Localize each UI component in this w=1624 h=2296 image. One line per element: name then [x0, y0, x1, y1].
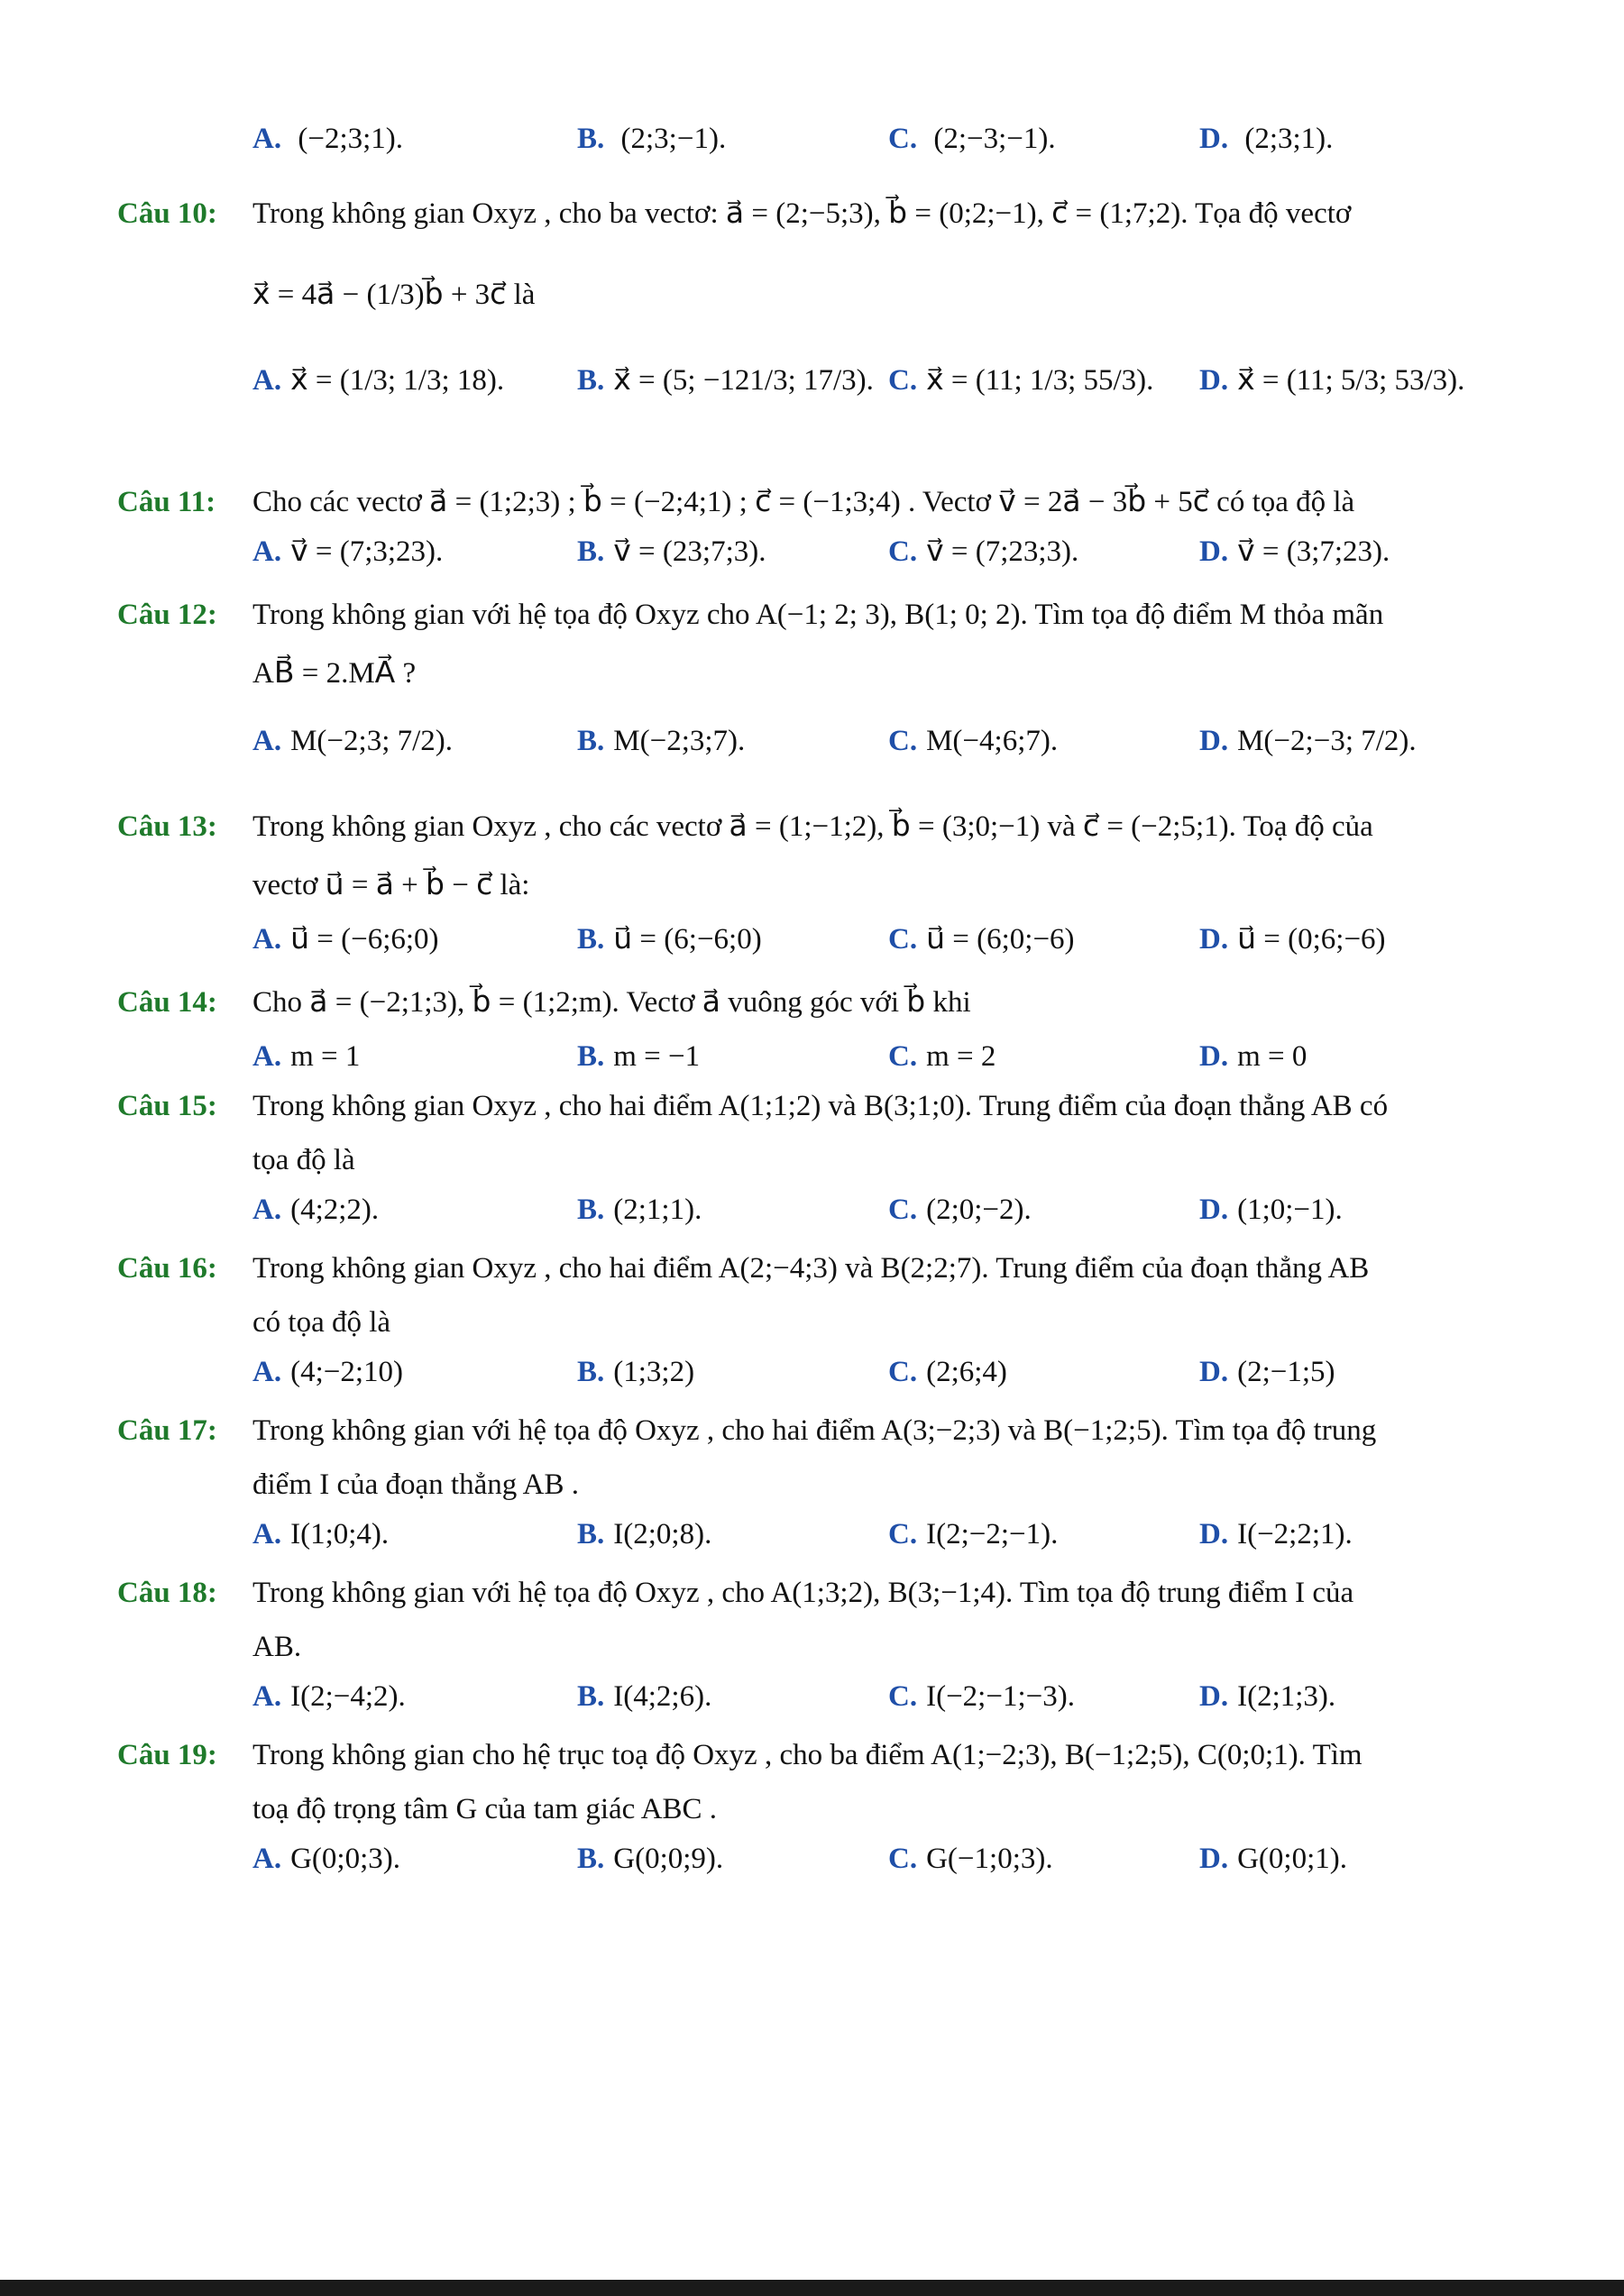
option-text: (1;0;−1). — [1237, 1194, 1343, 1226]
option-text: G(−1;0;3). — [926, 1843, 1053, 1875]
option-label: C. — [888, 1194, 918, 1226]
option-text: (2;3;1). — [1244, 123, 1334, 155]
question-text-continued: x⃗ = 4a⃗ − (1/3)b⃗ + 3c⃗ là — [252, 279, 536, 311]
option-text: m = 2 — [926, 1040, 996, 1073]
option-label: D. — [1199, 1040, 1229, 1073]
option-text: x⃗ = (11; 5/3; 53/3). — [1237, 364, 1465, 397]
question-text: Trong không gian Oxyz , cho ba vectơ: a⃗ = (2;−5;3), b⃗ = (0;2;−1), c⃗ = (1;7;2). Tọa độ vectơ — [252, 197, 1352, 230]
answer-option-b — [577, 1514, 711, 1554]
option-label: A. — [252, 1040, 282, 1073]
answer-option-b — [577, 532, 766, 572]
option-label: C. — [888, 123, 918, 155]
option-label: D. — [1199, 1518, 1229, 1550]
option-label: A. — [252, 1518, 282, 1550]
question-text-continued: có tọa độ là — [252, 1306, 391, 1339]
option-label: C. — [888, 725, 918, 757]
top-option-a — [252, 119, 403, 159]
question-number: Câu 14: — [117, 986, 217, 1019]
option-label: D. — [1199, 923, 1229, 956]
option-label: D. — [1199, 1194, 1229, 1226]
answer-option-c — [888, 1514, 1058, 1554]
answer-option-d — [1199, 532, 1390, 572]
question-text-continued: toạ độ trọng tâm G của tam giác ABC . — [252, 1793, 718, 1825]
option-text: (2;0;−2). — [926, 1194, 1032, 1226]
question-text: Cho các vectơ a⃗ = (1;2;3) ; b⃗ = (−2;4;1) ; c⃗ = (−1;3;4) . Vectơ v⃗ = 2a⃗ − 3b⃗ + 5c⃗ có tọa độ là — [252, 486, 1355, 518]
option-text: m = 0 — [1237, 1040, 1307, 1073]
option-text: G(0;0;1). — [1237, 1843, 1347, 1875]
option-label: D. — [1199, 1680, 1229, 1713]
question-text: Trong không gian Oxyz , cho hai điểm A(2;−4;3) và B(2;2;7). Trung điểm của đoạn thẳng AB — [252, 1252, 1370, 1285]
option-label: C. — [888, 535, 918, 568]
option-text: m = −1 — [613, 1040, 701, 1073]
top-option-d — [1199, 119, 1333, 159]
option-label: A. — [252, 535, 282, 568]
answer-option-d — [1199, 1190, 1343, 1230]
answer-option-c — [888, 1352, 1007, 1392]
option-label: B. — [577, 1843, 605, 1875]
option-text: (4;2;2). — [290, 1194, 380, 1226]
answer-option-a — [252, 919, 439, 959]
option-label: B. — [577, 1518, 605, 1550]
option-label: A. — [252, 1356, 282, 1388]
option-label: B. — [577, 1680, 605, 1713]
question-text: Trong không gian cho hệ trục toạ độ Oxyz , cho ba điểm A(1;−2;3), B(−1;2;5), C(0;0;1). Tìm — [252, 1739, 1363, 1771]
option-text: I(4;2;6). — [613, 1680, 712, 1713]
option-label: B. — [577, 725, 605, 757]
option-label: D. — [1199, 123, 1229, 155]
question-number: Câu 19: — [117, 1739, 217, 1771]
answer-option-d — [1199, 1514, 1353, 1554]
option-text: (2;−1;5) — [1237, 1356, 1335, 1388]
option-label: A. — [252, 1680, 282, 1713]
top-option-b — [577, 119, 726, 159]
question-number: Câu 12: — [117, 599, 217, 631]
answer-option-c — [888, 919, 1075, 959]
answer-option-d — [1199, 721, 1417, 761]
option-text: v⃗ = (3;7;23). — [1237, 535, 1390, 568]
question-text: Trong không gian với hệ tọa độ Oxyz , cho hai điểm A(3;−2;3) và B(−1;2;5). Tìm tọa độ trung — [252, 1414, 1377, 1447]
option-text: v⃗ = (7;3;23). — [290, 535, 444, 568]
option-text: I(−2;2;1). — [1237, 1518, 1353, 1550]
option-text: I(2;0;8). — [613, 1518, 712, 1550]
option-text: (4;−2;10) — [290, 1356, 404, 1388]
option-label: C. — [888, 923, 918, 956]
option-text: v⃗ = (23;7;3). — [613, 535, 766, 568]
option-text: u⃗ = (−6;6;0) — [290, 923, 439, 956]
option-text: (2;−3;−1). — [933, 123, 1056, 155]
option-text: M(−2;−3; 7/2). — [1237, 725, 1417, 757]
option-label: B. — [577, 535, 605, 568]
answer-option-a — [252, 1190, 379, 1230]
answer-option-a — [252, 1677, 406, 1716]
answer-option-a — [252, 1839, 400, 1879]
question-text: Trong không gian Oxyz , cho các vectơ a⃗ = (1;−1;2), b⃗ = (3;0;−1) và c⃗ = (−2;5;1). Toạ độ của — [252, 810, 1373, 843]
option-text: x⃗ = (5; −121/3; 17/3). — [613, 364, 874, 397]
answer-option-a — [252, 1514, 389, 1554]
option-text: (2;6;4) — [926, 1356, 1007, 1388]
option-label: C. — [888, 1680, 918, 1713]
option-text: I(1;0;4). — [290, 1518, 390, 1550]
option-label: D. — [1199, 1843, 1229, 1875]
option-label: A. — [252, 725, 282, 757]
question-text-continued: AB⃗ = 2.MA⃗ ? — [252, 657, 417, 690]
option-label: D. — [1199, 1356, 1229, 1388]
option-text: (1;3;2) — [613, 1356, 695, 1388]
answer-option-d — [1199, 919, 1386, 959]
option-label: C. — [888, 364, 918, 397]
option-label: C. — [888, 1356, 918, 1388]
option-text: I(2;−4;2). — [290, 1680, 406, 1713]
option-label: D. — [1199, 535, 1229, 568]
answer-option-d — [1199, 1352, 1335, 1392]
question-number: Câu 11: — [117, 486, 216, 518]
option-text: I(2;−2;−1). — [926, 1518, 1059, 1550]
question-number: Câu 18: — [117, 1577, 217, 1609]
option-text: x⃗ = (1/3; 1/3; 18). — [290, 364, 505, 397]
question-text-continued: tọa độ là — [252, 1144, 355, 1176]
option-text: M(−4;6;7). — [926, 725, 1059, 757]
answer-option-c — [888, 1190, 1032, 1230]
question-number: Câu 10: — [117, 197, 217, 230]
option-text: (2;3;−1). — [620, 123, 727, 155]
answer-option-c — [888, 532, 1078, 572]
answer-option-d — [1199, 1677, 1335, 1716]
option-label: A. — [252, 1194, 282, 1226]
question-text: Trong không gian với hệ tọa độ Oxyz , cho A(1;3;2), B(3;−1;4). Tìm tọa độ trung điểm I của — [252, 1577, 1354, 1609]
option-label: D. — [1199, 725, 1229, 757]
answer-option-c — [888, 1677, 1075, 1716]
option-text: u⃗ = (6;0;−6) — [926, 923, 1075, 956]
answer-option-b — [577, 361, 874, 400]
option-label: B. — [577, 1194, 605, 1226]
answer-option-a — [252, 361, 504, 400]
option-text: M(−2;3; 7/2). — [290, 725, 454, 757]
answer-option-c — [888, 1037, 996, 1076]
option-text: v⃗ = (7;23;3). — [926, 535, 1079, 568]
question-text-continued: điểm I của đoạn thẳng AB . — [252, 1468, 580, 1501]
option-label: D. — [1199, 364, 1229, 397]
option-text: (−2;3;1). — [298, 123, 404, 155]
answer-option-c — [888, 1839, 1053, 1879]
answer-option-c — [888, 721, 1058, 761]
answer-option-c — [888, 361, 1153, 400]
answer-option-b — [577, 1677, 711, 1716]
answer-option-a — [252, 721, 453, 761]
question-text: Trong không gian Oxyz , cho hai điểm A(1;1;2) và B(3;1;0). Trung điểm của đoạn thẳng AB có — [252, 1090, 1389, 1122]
option-text: u⃗ = (0;6;−6) — [1237, 923, 1386, 956]
option-label: B. — [577, 123, 605, 155]
option-label: A. — [252, 364, 282, 397]
option-text: x⃗ = (11; 1/3; 55/3). — [926, 364, 1154, 397]
answer-option-b — [577, 721, 745, 761]
answer-option-d — [1199, 1037, 1307, 1076]
option-text: I(2;1;3). — [1237, 1680, 1336, 1713]
option-label: B. — [577, 923, 605, 956]
answer-option-b — [577, 1190, 702, 1230]
question-number: Câu 17: — [117, 1414, 217, 1447]
option-label: B. — [577, 1356, 605, 1388]
answer-option-b — [577, 1352, 694, 1392]
top-option-c — [888, 119, 1056, 159]
option-text: G(0;0;9). — [613, 1843, 724, 1875]
option-text: m = 1 — [290, 1040, 361, 1073]
question-text: Trong không gian với hệ tọa độ Oxyz cho A(−1; 2; 3), B(1; 0; 2). Tìm tọa độ điểm M thỏa mãn — [252, 599, 1384, 631]
option-label: B. — [577, 1040, 605, 1073]
answer-option-a — [252, 532, 443, 572]
question-text: Cho a⃗ = (−2;1;3), b⃗ = (1;2;m). Vectơ a⃗ vuông góc với b⃗ khi — [252, 986, 971, 1019]
option-label: B. — [577, 364, 605, 397]
answer-option-b — [577, 1839, 723, 1879]
option-text: M(−2;3;7). — [613, 725, 746, 757]
question-number: Câu 15: — [117, 1090, 217, 1122]
option-label: A. — [252, 923, 282, 956]
question-number: Câu 13: — [117, 810, 217, 843]
answer-option-a — [252, 1352, 403, 1392]
question-number: Câu 16: — [117, 1252, 217, 1285]
bottom-bar — [0, 2280, 1624, 2296]
option-label: C. — [888, 1518, 918, 1550]
answer-option-b — [577, 1037, 700, 1076]
option-label: C. — [888, 1843, 918, 1875]
option-label: A. — [252, 123, 282, 155]
option-text: (2;1;1). — [613, 1194, 702, 1226]
answer-option-a — [252, 1037, 360, 1076]
question-text-continued: AB. — [252, 1631, 302, 1663]
option-text: I(−2;−1;−3). — [926, 1680, 1075, 1713]
option-label: A. — [252, 1843, 282, 1875]
answer-option-b — [577, 919, 762, 959]
option-label: C. — [888, 1040, 918, 1073]
option-text: G(0;0;3). — [290, 1843, 400, 1875]
answer-option-d — [1199, 361, 1464, 400]
option-text: u⃗ = (6;−6;0) — [613, 923, 762, 956]
answer-option-d — [1199, 1839, 1347, 1879]
question-text-continued: vectơ u⃗ = a⃗ + b⃗ − c⃗ là: — [252, 869, 530, 901]
